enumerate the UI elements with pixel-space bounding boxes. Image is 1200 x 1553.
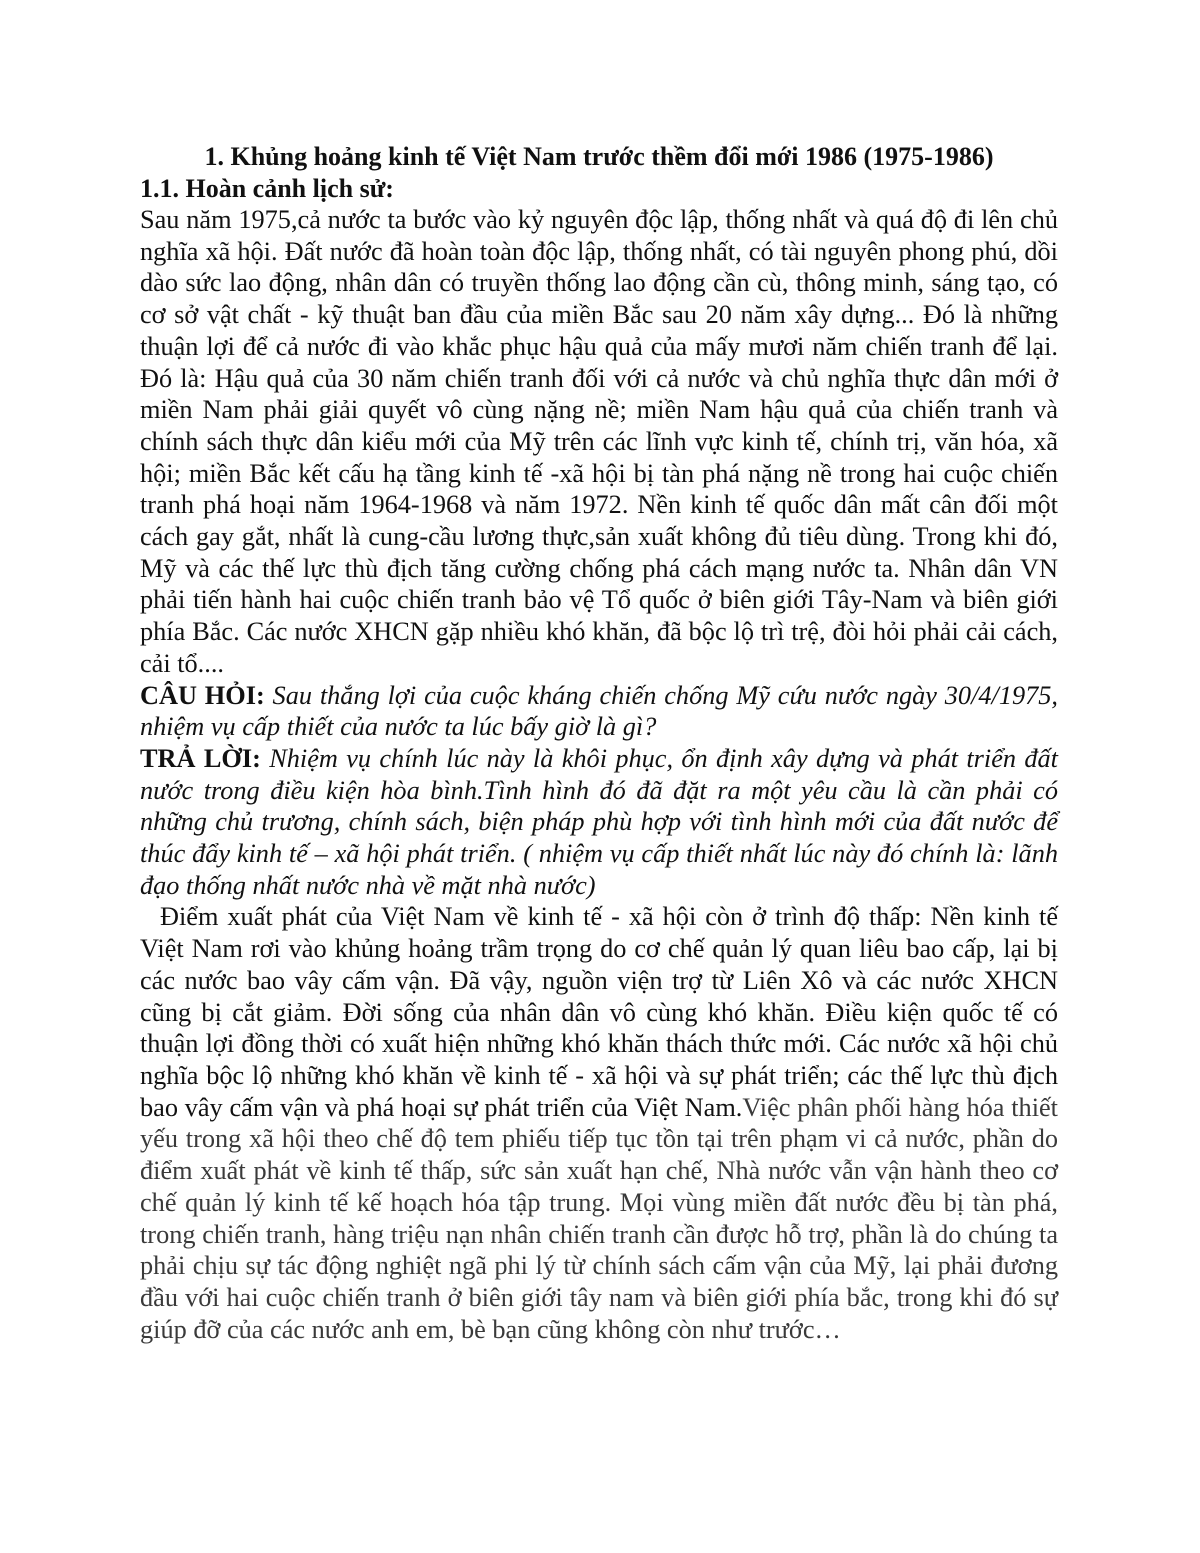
paragraph-starting-point-part-1: Điểm xuất phát của Việt Nam về kinh tế - xã hội còn ở trình độ thấp: Nền kinh tế Việt Nam rơi vào khủng hoảng trầm trọng do cơ chế quản lý quan liêu bao cấp, lại bị các nước bao vây cấm vận. Đã vậy, nguồn viện trợ từ Liên Xô và các nước XHCN cũng bị cắt giảm. Đời sống của nhân dân vô cùng khó khăn. Điều kiện quốc tế có thuận lợi đồng thời có xuất hiện những khó khăn thách thức mới. Các nước xã hội chủ nghĩa bộc lộ những khó khăn về kinh tế - xã hội và sự phát triển; các thế lực thù địch bao vây cấm vận và phá hoại sự phát triển của Việt Nam. bbox=[140, 902, 1058, 1122]
document-page bbox=[140, 142, 1058, 1345]
paragraph-starting-point-part-2: Việc phân phối hàng hóa thiết yếu trong xã hội theo chế độ tem phiếu tiếp tục tồn tại trên phạm vi cả nước, phần do điểm xuất phát về kinh tế thấp, sức sản xuất hạn chế, Nhà nước vẫn vận hành theo cơ chế quản lý kinh tế kế hoạch hóa tập trung. Mọi vùng miền đất nước đều bị tàn phá, trong chiến tranh, hàng triệu nạn nhân chiến tranh cần được hỗ trợ, phần là do chúng ta phải chịu sự tác động nghiệt ngã phi lý từ chính sách cấm vận của Mỹ, lại phải đương đầu với hai cuộc chiến tranh ở biên giới tây nam và biên giới phía bắc, trong khi đó sự giúp đỡ của các nước anh em, bè bạn cũng không còn như trước… bbox=[140, 1092, 1058, 1344]
sub-heading: 1.1. Hoàn cảnh lịch sử: bbox=[140, 174, 394, 203]
answer-text: Nhiệm vụ chính lúc này là khôi phục, ổn định xây dựng và phát triển đất nước trong điều kiện hòa bình.Tình hình đó đã đặt ra một yêu cầu là cần phải có những chủ trương, chính sách, biện pháp phù hợp với tình hình mới của đất nước để thúc đẩy kinh tế – xã hội phát triển. ( nhiệm vụ cấp thiết nhất lúc này đó chính là: lãnh đạo thống nhất nước nhà về mặt nhà nước) bbox=[140, 743, 1058, 900]
main-heading: 1. Khủng hoảng kinh tế Việt Nam trước thềm đổi mới 1986 (1975-1986) bbox=[204, 142, 994, 171]
question-block bbox=[140, 680, 1058, 743]
paragraph-starting-point bbox=[140, 901, 1058, 1345]
answer-label: TRẢ LỜI: bbox=[140, 743, 261, 773]
paragraph-historical-context: Sau năm 1975,cả nước ta bước vào kỷ nguyên độc lập, thống nhất và quá độ đi lên chủ nghĩa xã hội. Đất nước đã hoàn toàn độc lập, thống nhất, có tài nguyên phong phú, dồi dào sức lao động, nhân dân có truyền thống lao động cần cù, thông minh, sáng tạo, có cơ sở vật chất - kỹ thuật ban đầu của miền Bắc sau 20 năm xây dựng... Đó là những thuận lợi để cả nước đi vào khắc phục hậu quả của mấy mươi năm chiến tranh để lại. Đó là: Hậu quả của 30 năm chiến tranh đối với cả nước và chủ nghĩa thực dân mới ở miền Nam phải giải quyết vô cùng nặng nề; miền Nam hậu quả của chiến tranh và chính sách thực dân kiểu mới của Mỹ trên các lĩnh vực kinh tế, chính trị, văn hóa, xã hội; miền Bắc kết cấu hạ tầng kinh tế -xã hội bị tàn phá nặng nề trong hai cuộc chiến tranh phá hoại năm 1964-1968 và năm 1972. Nền kinh tế quốc dân mất cân đối một cách gay gắt, nhất là cung-cầu lương thực,sản xuất không đủ tiêu dùng. Trong khi đó, Mỹ và các thế lực thù địch tăng cường chống phá cách mạng nước ta. Nhân dân VN phải tiến hành hai cuộc chiến tranh bảo vệ Tổ quốc ở biên giới Tây-Nam và biên giới phía Bắc. Các nước XHCN gặp nhiều khó khăn, đã bộc lộ trì trệ, đòi hỏi phải cải cách, cải tổ.... bbox=[140, 205, 1058, 678]
question-text: Sau thắng lợi của cuộc kháng chiến chống Mỹ cứu nước ngày 30/4/1975, nhiệm vụ cấp thiết của nước ta lúc bấy giờ là gì? bbox=[140, 680, 1058, 742]
question-label: CÂU HỎI: bbox=[140, 680, 265, 710]
answer-block bbox=[140, 743, 1058, 902]
